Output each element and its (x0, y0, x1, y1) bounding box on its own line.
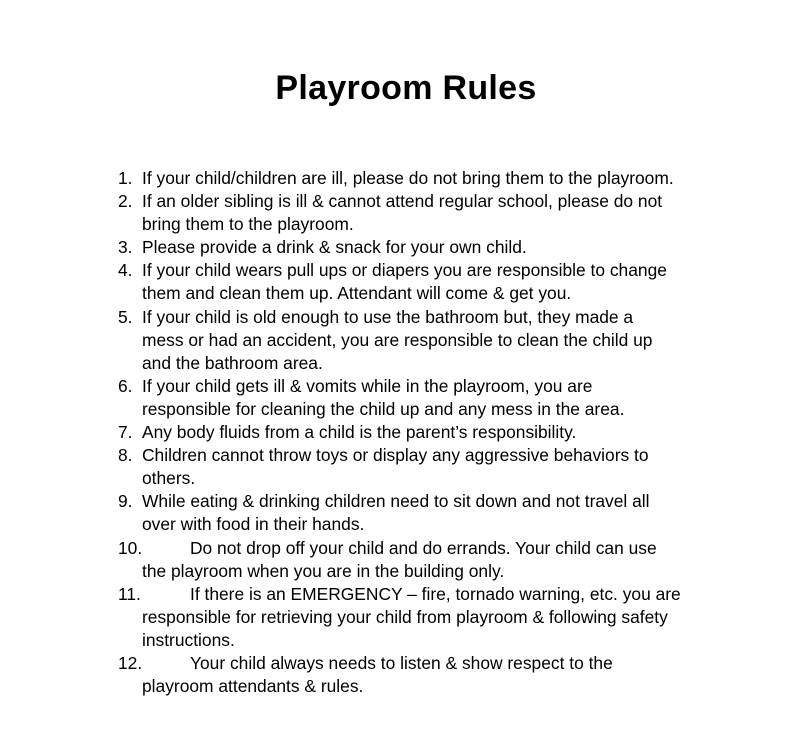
rule-number: 10. (118, 537, 143, 558)
rule-item (0, 490, 804, 536)
rule-item (0, 421, 804, 444)
rule-item (0, 583, 804, 652)
page-title: Playroom Rules (275, 68, 537, 107)
rule-number: 5. (118, 306, 133, 327)
rule-number: 9. (118, 491, 133, 512)
rule-item (0, 537, 804, 583)
rule-line: bring them to the playroom. (142, 214, 354, 235)
rule-number: 1. (118, 168, 133, 188)
rule-line (142, 652, 784, 675)
rule-number: 11. (118, 583, 141, 604)
rule-line: playroom attendants & rules. (142, 676, 364, 697)
rule-number: 8. (118, 445, 133, 466)
rule-item (0, 236, 804, 259)
rule-number: 7. (118, 422, 133, 443)
rule-line: responsible for retrieving your child from playroom & following safety (142, 606, 668, 627)
rule-item (0, 444, 804, 490)
rule-line: over with food in their hands. (142, 514, 365, 535)
rule-item (0, 375, 804, 421)
rule-number: 12. (118, 652, 143, 673)
rule-item (0, 167, 804, 190)
rule-line: If your child wears pull ups or diapers you are responsible to change (142, 260, 667, 281)
rule-item (0, 306, 804, 375)
rule-item (0, 652, 804, 698)
rule-line: While eating & drinking children need to sit down and not travel all (142, 491, 650, 512)
rule-line: If an older sibling is ill & cannot attend regular school, please do not (142, 191, 663, 212)
rule-number: 2. (118, 191, 133, 212)
rule-line: the playroom when you are in the building only. (142, 560, 505, 581)
rule-line: them and clean them up. Attendant will come & get you. (142, 283, 572, 304)
rule-line-text: Do not drop off your child and do errands. Your child can use (190, 537, 657, 558)
rule-line: If your child/children are ill, please do not bring them to the playroom. (142, 168, 674, 188)
rule-line (142, 583, 784, 606)
rule-item (0, 259, 804, 305)
rules-list (0, 167, 804, 698)
rule-line: Any body fluids from a child is the parent’s responsibility. (142, 422, 577, 443)
rule-item (0, 190, 804, 236)
rule-line: If your child gets ill & vomits while in the playroom, you are (142, 375, 593, 396)
rule-number: 4. (118, 260, 133, 281)
rule-line-text: If there is an EMERGENCY – fire, tornado warning, etc. you are (190, 583, 681, 604)
rule-line: Please provide a drink & snack for your own child. (142, 237, 527, 258)
rule-line: and the bathroom area. (142, 352, 323, 373)
rule-line-text: Your child always needs to listen & show respect to the (190, 652, 613, 673)
rule-line: instructions. (142, 629, 235, 650)
rule-line: If your child is old enough to use the bathroom but, they made a (142, 306, 634, 327)
rule-line: Children cannot throw toys or display any aggressive behaviors to (142, 445, 649, 466)
rule-line: mess or had an accident, you are responsible to clean the child up (142, 329, 653, 350)
rule-line (142, 537, 784, 560)
rule-number: 3. (118, 237, 133, 258)
rule-line: responsible for cleaning the child up and any mess in the area. (142, 398, 625, 419)
rule-line: others. (142, 468, 196, 489)
rule-number: 6. (118, 375, 133, 396)
